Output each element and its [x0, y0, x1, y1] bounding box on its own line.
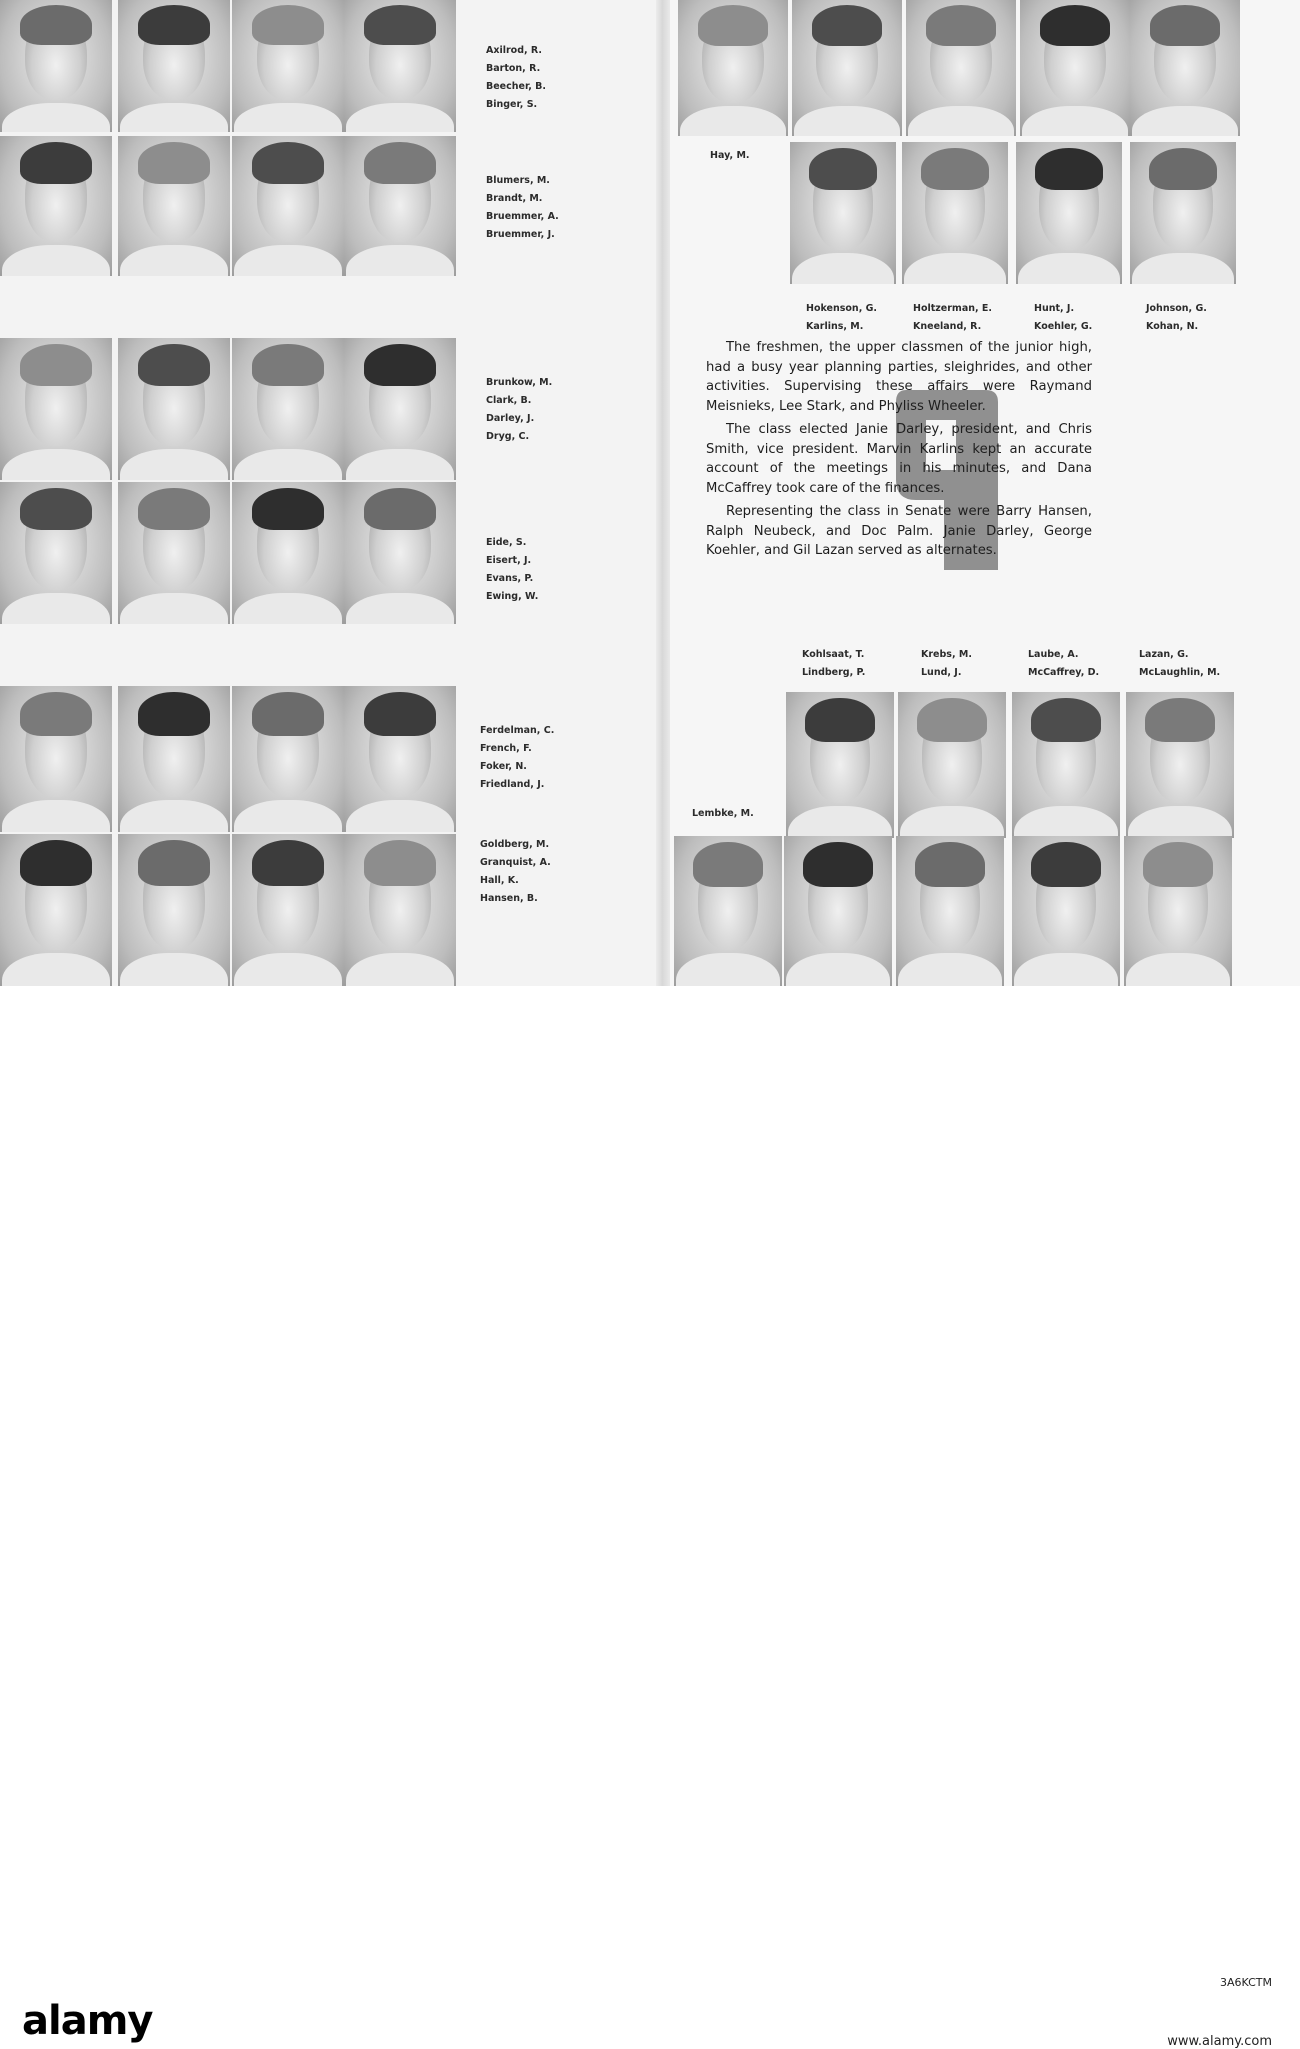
student-name: Brandt, M. — [486, 193, 543, 204]
student-name: Granquist, A. — [480, 857, 551, 868]
student-portrait — [118, 136, 230, 276]
student-name: Hunt, J. — [1034, 303, 1075, 314]
student-name: Johnson, G. — [1146, 303, 1207, 314]
student-name: McCaffrey, D. — [1028, 667, 1100, 678]
student-name: Lund, J. — [921, 667, 962, 678]
student-name: Axilrod, R. — [486, 45, 543, 56]
caption-col-8 — [1139, 646, 1220, 682]
student-portrait — [344, 482, 456, 624]
student-portrait — [232, 686, 344, 832]
student-portrait — [232, 136, 344, 276]
stock-footer — [0, 986, 1300, 2049]
student-portrait — [674, 836, 782, 986]
student-portrait — [896, 836, 1004, 986]
student-name: Kohlsaat, T. — [802, 649, 865, 660]
student-name: Eisert, J. — [486, 555, 532, 566]
student-portrait — [906, 0, 1016, 136]
student-name: Eide, S. — [486, 537, 527, 548]
caption-col-6 — [921, 646, 972, 682]
student-name: Bruemmer, A. — [486, 211, 559, 222]
student-portrait — [1012, 692, 1120, 838]
article-paragraph: The class elected Janie Darley, president, and Chris Smith, vice president. Marvin Karlins kept an accurate account of the meetings in his minutes, and Dana McCaffrey took care of the finances. — [706, 422, 1092, 496]
student-portrait — [118, 482, 230, 624]
student-portrait — [118, 686, 230, 832]
student-name: Holtzerman, E. — [913, 303, 993, 314]
student-portrait — [1020, 0, 1130, 136]
student-portrait — [1126, 692, 1234, 838]
student-name: Lazan, G. — [1139, 649, 1189, 660]
class-summary-article — [706, 338, 1092, 565]
hay-label: Hay, M. — [710, 150, 750, 161]
student-name: Hokenson, G. — [806, 303, 878, 314]
student-name: Lindberg, P. — [802, 667, 866, 678]
student-portrait — [118, 834, 230, 986]
student-portrait — [118, 0, 230, 132]
student-name: Krebs, M. — [921, 649, 972, 660]
student-name: Laube, A. — [1028, 649, 1079, 660]
article-paragraph: The freshmen, the upper classmen of the junior high, had a busy year planning parties, sleighrides, and other activities. Supervising these affairs were Raymand Meisnieks, Lee Stark, and Phyliss Wheeler. — [706, 340, 1092, 414]
names-row-2 — [486, 172, 559, 244]
page-gutter — [656, 0, 670, 986]
student-portrait — [0, 0, 112, 132]
student-portrait — [678, 0, 788, 136]
student-name: Clark, B. — [486, 395, 532, 406]
caption-col-1 — [806, 300, 877, 336]
student-name: Evans, P. — [486, 573, 534, 584]
student-portrait — [898, 692, 1006, 838]
stock-url: www.alamy.com — [1167, 2034, 1272, 2049]
student-name: Koehler, G. — [1034, 321, 1093, 332]
student-portrait — [232, 338, 344, 480]
names-row-5 — [480, 722, 554, 794]
caption-col-2 — [913, 300, 992, 336]
student-portrait — [1016, 142, 1122, 284]
student-name: Ewing, W. — [486, 591, 539, 602]
student-name: Ferdelman, C. — [480, 725, 555, 736]
student-name: Karlins, M. — [806, 321, 864, 332]
student-name: Binger, S. — [486, 99, 538, 110]
caption-col-7 — [1028, 646, 1099, 682]
caption-col-5 — [802, 646, 865, 682]
caption-col-3 — [1034, 300, 1092, 336]
student-name: Brunkow, M. — [486, 377, 553, 388]
student-portrait — [902, 142, 1008, 284]
student-portrait — [344, 0, 456, 132]
yearbook-spread — [0, 0, 1300, 986]
names-row-3 — [486, 374, 552, 446]
student-portrait — [1124, 836, 1232, 986]
names-row-6 — [480, 836, 551, 908]
student-portrait — [344, 338, 456, 480]
student-name: Hall, K. — [480, 875, 519, 886]
student-portrait — [790, 142, 896, 284]
student-portrait — [232, 834, 344, 986]
lembke-label: Lembke, M. — [692, 808, 754, 819]
student-name: Kohan, N. — [1146, 321, 1199, 332]
stock-image-id: 3A6KCTM — [1219, 1976, 1272, 1989]
student-portrait — [232, 0, 344, 132]
student-name: Blumers, M. — [486, 175, 550, 186]
student-name: Friedland, J. — [480, 779, 545, 790]
student-name: Hansen, B. — [480, 893, 538, 904]
student-name: McLaughlin, M. — [1139, 667, 1221, 678]
student-name: Dryg, C. — [486, 431, 530, 442]
student-name: French, F. — [480, 743, 532, 754]
article-paragraph: Representing the class in Senate were Barry Hansen, Ralph Neubeck, and Doc Palm. Janie Darley, George Koehler, and Gil Lazan served as alternates. — [706, 504, 1092, 558]
student-portrait — [784, 836, 892, 986]
student-portrait — [0, 686, 112, 832]
student-portrait — [118, 338, 230, 480]
student-name: Bruemmer, J. — [486, 229, 555, 240]
student-portrait — [344, 136, 456, 276]
student-portrait — [1130, 142, 1236, 284]
names-row-1 — [486, 42, 546, 114]
student-name: Darley, J. — [486, 413, 535, 424]
student-portrait — [0, 834, 112, 986]
student-name: Beecher, B. — [486, 81, 547, 92]
student-portrait — [0, 136, 112, 276]
student-name: Kneeland, R. — [913, 321, 982, 332]
student-name: Goldberg, M. — [480, 839, 550, 850]
student-portrait — [1012, 836, 1120, 986]
names-row-4 — [486, 534, 538, 606]
student-portrait — [344, 834, 456, 986]
alamy-logo: alamy — [22, 1998, 153, 2044]
student-portrait — [792, 0, 902, 136]
student-portrait — [344, 686, 456, 832]
student-portrait — [786, 692, 894, 838]
caption-col-4 — [1146, 300, 1207, 336]
student-portrait — [232, 482, 344, 624]
student-portrait — [0, 482, 112, 624]
student-name: Barton, R. — [486, 63, 541, 74]
student-portrait — [1130, 0, 1240, 136]
student-portrait — [0, 338, 112, 480]
student-name: Foker, N. — [480, 761, 527, 772]
